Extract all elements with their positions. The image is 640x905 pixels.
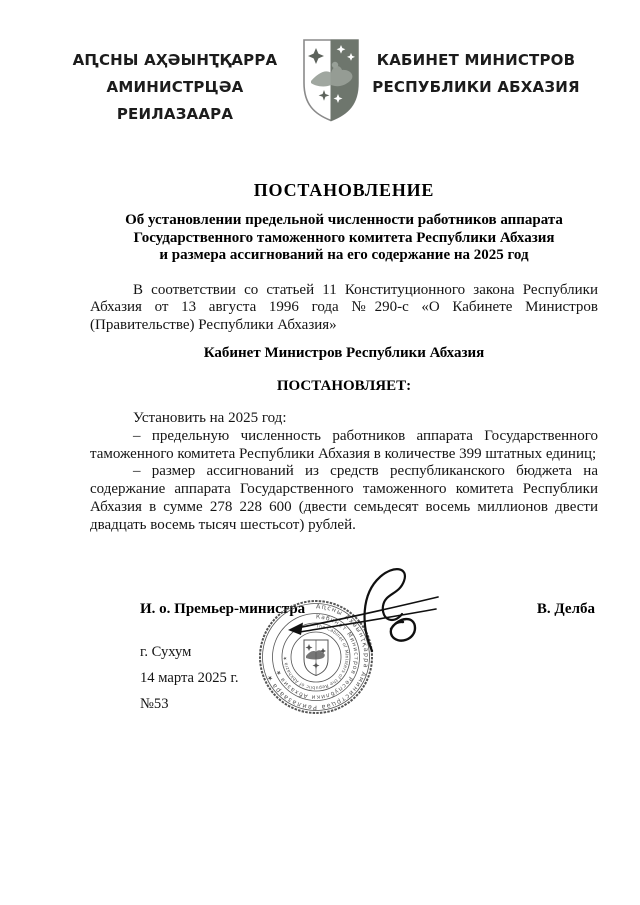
preamble-paragraph: В соответствии со статьей 11 Конституционного закона Республики Абхазия от 13 августа 1996 года №290-с «О Кабинете Министров (Правительстве) Республики Абхазия» — [90, 281, 598, 334]
subject-line-2: Государственного таможенного комитета Республики Абхазия — [133, 229, 555, 246]
letterhead-russian-line1: КАБИНЕТ МИНИСТРОВ — [376, 51, 576, 69]
letterhead-russian-title — [367, 38, 585, 101]
seal-ring-abkhaz-text: Аԥсны Аҳәынҭқарра Аминистрцәа Реилазаара ★ — [264, 602, 371, 712]
signatory-position: И. о. Премьер-министра — [140, 601, 306, 618]
letterhead-abkhaz-line1: АԤСНЫ АҲӘЫНҬҚАРРА — [72, 51, 278, 69]
seal-ring-english-text: The Cabinet of Ministers of the Republic of Abkhazia ★ — [283, 624, 349, 690]
letterhead-abkhaz-line2: АМИНИСТРЦӘА РЕИЛАЗААРА — [106, 78, 244, 123]
letterhead — [0, 0, 640, 128]
seal-ring-russian-text: Кабинет Министров Республики Абхазия ★ — [275, 614, 359, 700]
resolution-item-budget: – размер ассигнований из средств республиканского бюджета на содержание аппарата Государственного таможенного комитета Республики Абхазия в сумме 278 228 600 (двести семьдесят восемь миллионов двести двадцать восемь тысяч шестьсот) рублей. — [90, 463, 598, 533]
issue-number: №53 — [140, 696, 169, 713]
subject-line-1: Об установлении предельной численности работников аппарата — [125, 212, 563, 228]
document-body — [90, 180, 598, 534]
issue-block — [140, 639, 640, 717]
authority-line: Кабинет Министров Республики Абхазия — [203, 344, 485, 361]
issue-city: г. Сухум — [140, 644, 192, 661]
signatory-name: В. Делба — [536, 601, 595, 618]
letterhead-abkhaz-title — [55, 38, 295, 128]
coat-of-arms-icon — [301, 38, 361, 122]
letterhead-russian-line2: РЕСПУБЛИКИ АБХАЗИЯ — [372, 78, 580, 96]
signature-row — [140, 600, 595, 618]
resolution-intro: Установить на 2025 год: — [133, 410, 287, 427]
issue-date: 14 марта 2025 г. — [140, 670, 239, 687]
document-title: ПОСТАНОВЛЕНИЕ — [253, 180, 435, 200]
document-subject — [90, 212, 598, 265]
resolution-item-staff: – предельную численность работников аппарата Государственного таможенного комитета Республики Абхазия в количестве 399 штатных единиц; — [90, 428, 598, 462]
decree-word: ПОСТАНОВЛЯЕТ: — [276, 377, 412, 394]
subject-line-3: и размера ассигнований на его содержание на 2025 год — [159, 247, 529, 264]
